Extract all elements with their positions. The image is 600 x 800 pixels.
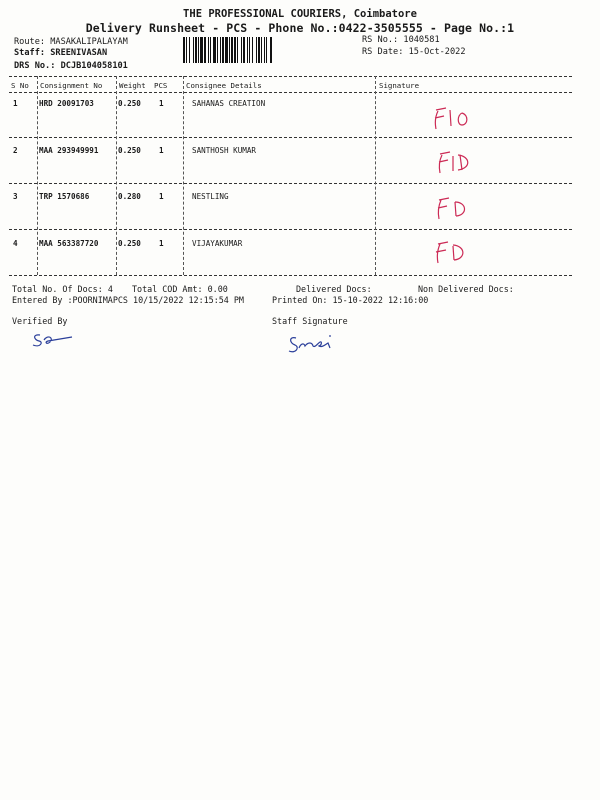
- column-header-sno: S No: [11, 81, 29, 90]
- delivered-docs-label: Delivered Docs:: [296, 284, 372, 294]
- column-divider: [375, 76, 376, 275]
- rs-date-line: [362, 47, 466, 57]
- rs-date-value: 15-Oct-2022: [408, 47, 466, 57]
- entered-by: [12, 295, 244, 305]
- table-rule-row1: [9, 137, 572, 138]
- total-cod: [132, 284, 228, 294]
- row-signature: [432, 104, 482, 132]
- row-weight: 0.250: [118, 146, 141, 155]
- total-cod-value: 0.00: [207, 284, 228, 294]
- column-header-pcs: PCS: [154, 81, 168, 90]
- staff-value: SREENIVASAN: [50, 48, 108, 58]
- row-consignee: VIJAYAKUMAR: [192, 239, 243, 248]
- column-divider: [183, 76, 184, 275]
- table-rule-top: [9, 76, 572, 77]
- row-sno: 4: [13, 239, 18, 248]
- row-sno: 2: [13, 146, 18, 155]
- printed-on-label: Printed On:: [272, 295, 328, 305]
- verifier-signature: [30, 330, 80, 350]
- row-pcs: 1: [159, 99, 164, 108]
- drs-value: DCJB104058101: [60, 61, 128, 71]
- row-consignee: SAHANAS CREATION: [192, 99, 266, 108]
- row-consignee: SANTHOSH KUMAR: [192, 146, 257, 155]
- row-weight: 0.250: [118, 99, 141, 108]
- row-consignment-no: HRD 20091703: [39, 99, 94, 108]
- staff-label: Staff:: [14, 48, 46, 58]
- row-consignment-no: MAA 563387720: [39, 239, 99, 248]
- row-pcs: 1: [159, 146, 164, 155]
- column-divider: [37, 76, 38, 275]
- route-label: Route:: [14, 37, 46, 47]
- route-value: MASAKALIPALAYAM: [50, 37, 128, 47]
- route-line: [14, 37, 128, 47]
- row-sno: 1: [13, 99, 18, 108]
- entered-by-value: POORNIMAPCS 10/15/2022 12:15:54 PM: [72, 295, 244, 305]
- rs-no-label: RS No.:: [362, 35, 399, 45]
- rs-no-value: 1040581: [403, 35, 440, 45]
- total-docs: [12, 284, 113, 294]
- row-pcs: 1: [159, 192, 164, 201]
- non-delivered-docs-label: Non Delivered Docs:: [418, 284, 514, 294]
- drs-barcode: [183, 37, 355, 63]
- rs-no-line: [362, 35, 440, 45]
- row-weight: 0.280: [118, 192, 141, 201]
- company-title: THE PROFESSIONAL COURIERS, Coimbatore: [183, 8, 417, 20]
- staff-line: [14, 48, 107, 58]
- row-weight: 0.250: [118, 239, 141, 248]
- total-docs-label: Total No. Of Docs:: [12, 284, 103, 294]
- table-rule-row3: [9, 229, 572, 230]
- runsheet-subtitle: Delivery Runsheet - PCS - Phone No.:0422-3505555 - Page No.:1: [85, 21, 515, 35]
- row-sno: 3: [13, 192, 18, 201]
- row-consignee: NESTLING: [192, 192, 229, 201]
- total-docs-value: 4: [107, 284, 113, 294]
- rs-date-label: RS Date:: [362, 47, 404, 57]
- staff-signature-label: Staff Signature: [272, 316, 348, 326]
- verified-by-label: Verified By: [12, 316, 68, 326]
- column-header-consignee: Consignee Details: [186, 81, 262, 90]
- row-signature: [435, 194, 481, 222]
- table-rule-header: [9, 92, 572, 93]
- printed-on-value: 15-10-2022 12:16:00: [332, 295, 429, 305]
- column-header-signature: Signature: [379, 81, 420, 90]
- drs-label: DRS No.:: [14, 61, 56, 71]
- entered-by-label: Entered By :: [12, 295, 73, 305]
- staff-signature: [286, 330, 340, 358]
- drs-line: [14, 61, 128, 71]
- column-header-consignment: Consignment No: [40, 81, 103, 90]
- row-consignment-no: TRP 1570686: [39, 192, 90, 201]
- column-divider: [116, 76, 117, 275]
- total-cod-label: Total COD Amt:: [132, 284, 203, 294]
- printed-on: [272, 295, 428, 305]
- table-rule-row2: [9, 183, 572, 184]
- table-rule-bottom: [9, 275, 572, 276]
- row-signature: [433, 238, 479, 266]
- row-signature: [436, 148, 486, 176]
- row-consignment-no: MAA 293949991: [39, 146, 99, 155]
- column-header-weight: Weight: [119, 81, 146, 90]
- row-pcs: 1: [159, 239, 164, 248]
